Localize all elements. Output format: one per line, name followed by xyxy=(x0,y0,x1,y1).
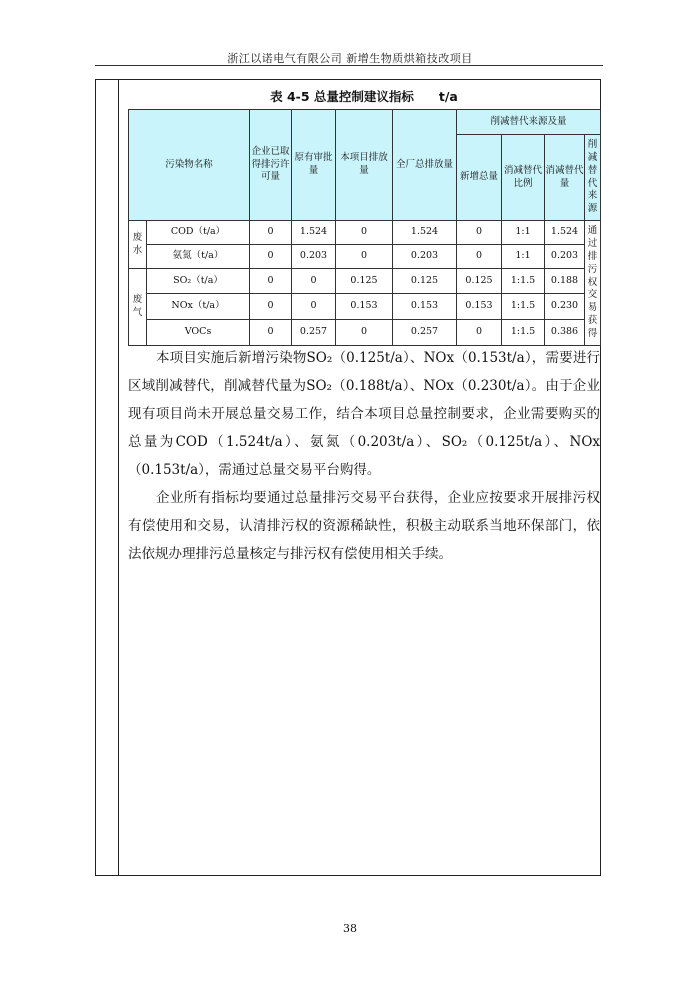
page-header: 浙江以诺电气有限公司 新增生物质烘箱技改项目 xyxy=(227,52,473,65)
cell-ratio: 1:1.5 xyxy=(502,269,545,294)
cell-name: 氨氮（t/a） xyxy=(147,245,250,269)
cell-project: 0 xyxy=(336,221,393,245)
cell-name: NOx（t/a） xyxy=(147,294,250,320)
header-new-total: 新增总量 xyxy=(457,135,502,221)
cell-name: VOCs xyxy=(147,320,250,346)
cell-ratio: 1:1 xyxy=(502,245,545,269)
header-project: 本项目排放量 xyxy=(336,110,393,221)
header-pollutant-name: 污染物名称 xyxy=(129,110,250,221)
frame-left-column-rule xyxy=(118,79,119,876)
cell-approved: 0.203 xyxy=(292,245,336,269)
header-source: 削减替代来源 xyxy=(585,135,601,221)
header-plant-total: 全厂总排放量 xyxy=(393,110,457,221)
cell-approved: 0.257 xyxy=(292,320,336,346)
cell-plant: 0.203 xyxy=(393,245,457,269)
cell-plant: 0.125 xyxy=(393,269,457,294)
cell-new-total: 0 xyxy=(457,221,502,245)
cell-project: 0 xyxy=(336,245,393,269)
header-permit: 企业已取得排污许可量 xyxy=(250,110,292,221)
cell-permit: 0 xyxy=(250,269,292,294)
cell-approved: 0 xyxy=(292,269,336,294)
paragraph-emission-summary: 本项目实施后新增污染物SO₂（0.125t/a）、NOx（0.153t/a），需要进行区域削减替代，削减替代量为SO₂（0.188t/a）、NOx（0.230t/a）。由于企业现有项目尚未开展总量交易工作，结合本项目总量控制要求，企业需要购买的总量为COD（1.524t/a）、氨氮（0.203t/a）、SO₂（0.125t/a）、NOx（0.153t/a），需通过总量交易平台购得。 xyxy=(128,350,600,478)
cell-permit: 0 xyxy=(250,320,292,346)
cell-reduce-amount: 0.386 xyxy=(545,320,585,346)
cell-ratio: 1:1.5 xyxy=(502,320,545,346)
header-rule xyxy=(95,65,603,66)
cell-new-total: 0.125 xyxy=(457,269,502,294)
header-approved: 原有审批量 xyxy=(292,110,336,221)
cell-plant: 0.153 xyxy=(393,294,457,320)
cell-reduce-amount: 1.524 xyxy=(545,221,585,245)
header-source-group: 削减替代来源及量 xyxy=(457,110,601,135)
page-number: 38 xyxy=(343,922,357,935)
header-reduce-amount: 消减替代量 xyxy=(545,135,585,221)
group-waste-gas: 废气 xyxy=(129,269,147,346)
cell-name: SO₂（t/a） xyxy=(147,269,250,294)
cell-source: 通过排污权交易获得 xyxy=(585,221,601,346)
cell-reduce-amount: 0.230 xyxy=(545,294,585,320)
paragraph-trading-guidance: 企业所有指标均要通过总量排污交易平台获得，企业应按要求开展排污权有偿使用和交易，认清排污权的资源稀缺性，积极主动联系当地环保部门，依法依规办理排污总量核定与排污权有偿使用相关手续。 xyxy=(128,490,600,562)
cell-new-total: 0 xyxy=(457,320,502,346)
emission-control-table xyxy=(128,109,601,346)
cell-plant: 0.257 xyxy=(393,320,457,346)
cell-ratio: 1:1 xyxy=(502,221,545,245)
cell-project: 0.125 xyxy=(336,269,393,294)
cell-reduce-amount: 0.188 xyxy=(545,269,585,294)
header-ratio: 消减替代比例 xyxy=(502,135,545,221)
table-caption: 表 4-5 总量控制建议指标 t/a xyxy=(270,89,458,104)
cell-new-total: 0.153 xyxy=(457,294,502,320)
cell-plant: 1.524 xyxy=(393,221,457,245)
cell-permit: 0 xyxy=(250,294,292,320)
cell-permit: 0 xyxy=(250,245,292,269)
cell-approved: 0 xyxy=(292,294,336,320)
cell-reduce-amount: 0.203 xyxy=(545,245,585,269)
cell-ratio: 1:1.5 xyxy=(502,294,545,320)
cell-permit: 0 xyxy=(250,221,292,245)
cell-project: 0.153 xyxy=(336,294,393,320)
cell-project: 0 xyxy=(336,320,393,346)
group-wastewater: 废水 xyxy=(129,221,147,269)
cell-approved: 1.524 xyxy=(292,221,336,245)
cell-name: COD（t/a） xyxy=(147,221,250,245)
cell-new-total: 0 xyxy=(457,245,502,269)
